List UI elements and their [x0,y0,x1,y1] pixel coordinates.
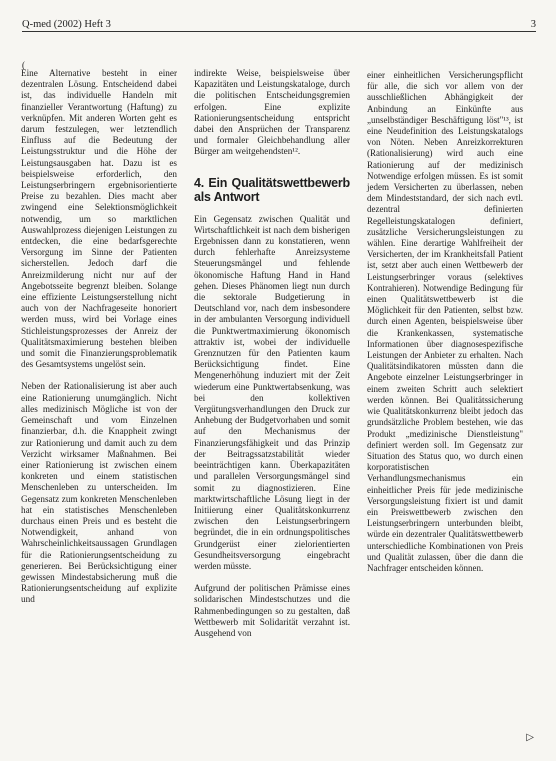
column-marker: ( [22,60,25,70]
paragraph: Ein Gegensatz zwischen Qualität und Wirtschaftlichkeit ist nach dem bisherigen Ergebnissen dann zu konstatieren, wenn durch fehlerhafte Anreizsysteme Steuerungsmängel und fehlende ökonomische Haftung Hand in Hand gehen. Dieses Phänomen liegt nun durch die sektorale Budgetierung in Deutschland vor, nach dem insbesondere in der ambulanten Versorgung individuell die Punktwertmaximierung ökonomisch attraktiv ist, wobei der individuelle Grenznutzen für den Patienten kaum Berücksichtigung findet. Eine Mengenerhöhung induziert mit der Zeit wiederum eine Punktwertabsenkung, was bei den kollektiven Vergütungsverhandlungen den Druck zur Anhebung der Budgetvorhaben und somit auf den Mechanismus der Finanzierungsfähigkeit und das Prinzip der Beitragssatzstabilität wieder beeinträchtigen kann. Überkapazitäten und parallelen Versorgungsmängel sind somit zu diagnostizieren. Eine marktwirtschaftliche Lösung liegt in der Initiierung einer Qualitätskonkurrenz zwischen den Leistungserbringern begründet, die in ein ordnungspolitisches Grundgerüst einer zielorientierten Gesundheitsversorgung eingebracht werden müsste. [194,213,350,571]
continuation-arrow-icon: ▷ [526,732,534,743]
header-rule [22,31,536,32]
journal-reference: Q-med (2002) Heft 3 [22,19,111,30]
paragraph: einer einheitlichen Versicherungspflicht für alle, die sich vor allem von der ausschließlichen Abhängigkeit der Anbindung an Einkünfte aus „unselbständiger Beschäftigung löst"¹³, ist eine Neudefinition des Leistungskatalogs von Nöten. Neben Anreizkorrekturen (Rationalisierung) wird auch eine Rationierung auf der medizinisch Notwendige erfolgen müssen. Es ist somit jedem Versicherten zu überlassen, neben dem Mindeststandard, der sich nach evtl. dezentral definierten Regelleistungskatalogen definiert, zusätzliche Versicherungsleistungen zu wählen. Eine derartige Wahlfreiheit der Versicherten, der im Krankheitsfall Patient ist, setzt aber auch einen Wettbewerb der Leistungserbringer voraus (selektives Kontrahieren). Notwendige Bedingung für einen Qualitätswettbewerb ist die Möglichkeit für den Patienten, selbst bzw. durch einen Agenten, beispielsweise über die Krankenkassen, systematische Informationen über diagnosespezifische Leistungen der Anbieter zu erhalten. Nach Qualitätsindikatoren müssten dann die Angebote einzelner Leistungserbringer in einem zweiten Schritt auch selektiert werden können. Bei Qualitätssicherung wie Qualitätskonkurrenz bleibt jedoch das grundsätzliche Problem bestehen, wie das Produkt „medizinische Dienstleistung" definiert werden soll. Im Gegensatz zur Situation des Status quo, wo durch einen korporatistischen Verhandlungsmechanismus ein einheitlicher Preis für jede medizinische Versorgungsleistung fixiert ist und damit ein Preiswettbewerb zwischen den Leistungserbringern unterbunden bleibt, würde ein dezentraler Qualitätswettbewerb unterschiedliche Kombinationen von Preis und Qualität zulassen, über die dann die Nachfrager entscheiden können. [367,70,523,573]
paragraph: Eine Alternative besteht in einer dezentralen Lösung. Entscheidend dabei ist, das individuelle Handeln mit finanzieller Verantwortung (Haftung) zu verknüpfen. Mit anderen Worten geht es darum festzulegen, wer letztendlich Einfluss auf die Bedeutung der Leistungsstruktur und die Höhe der Leistungsausgaben hat. Dazu ist es beispielsweise erforderlich, den Leistungserbringern ergebnisorientierte Preise zu bezahlen. Dies macht aber zwingend eine Selektionsmöglichkeit notwendig, um so marktlichen Auswahlprozess diejenigen Leistungen zu entdecken, die eine bedarfsgerechte Versorgung im Sinne der Patienten sicherstellen. Jedoch darf die Anreizmilderung nicht nur auf der Angebotsseite begrenzt bleiben. Solange eine effiziente Leistungserstellung nicht auch von der Nachfrageseite honoriert werden muss, wird bei Vorlage eines Stichleistungsprozesses der Anreiz der Qualitätsmaximierung bestehen bleiben und somit die Finanzierungsproblematik des Gesamtsystems ungelöst sein. [21,68,177,370]
paragraph: Aufgrund der politischen Prämisse eines solidarischen Mindestschutzes und die Rahmenbedingungen so zu gestalten, daß Wettbewerb mit Solidarität verzahnt ist. Ausgehend von [194,583,350,638]
paragraph: Neben der Rationalisierung ist aber auch eine Rationierung unumgänglich. Nicht alles medizinisch Mögliche ist von der Gemeinschaft und vom Einzelnen finanzierbar, d.h. die Knappheit zwingt zur Rationierung und damit auch zu dem Verzicht wirksamer Maßnahmen. Bei einer Rationierung ist zwischen einem konkreten und einem statistischen Menschenleben zu unterscheiden. Im Gegensatz zum konkreten Menschenleben hat ein statistisches Menschenleben durchaus einen Preis und es besteht die Notwendigkeit, anhand von Wahrscheinlichkeitsaussagen Grundlagen für die Rationierungsentscheidung zu generieren. Bei Berücksichtigung einer gewissen Mindestabsicherung muß die Rationierungsentscheidung auf explizite und [21,381,177,605]
text-column-1 [21,68,177,606]
text-column-2 [194,68,350,639]
text-column-3 [367,70,523,574]
page-header [22,14,536,30]
page-number: 3 [530,19,536,30]
paragraph: indirekte Weise, beispielsweise über Kapazitäten und Leistungskataloge, durch die politischen Entscheidungsgremien erfolgen. Eine explizite Rationierungsentscheidung entspricht dabei den Ansprüchen der Transparenz und formaler Gleichbehandlung aller Bürger am weitgehendsten¹². [194,68,350,157]
section-heading: 4. Ein Qualitätswettbewerb als Antwort [194,175,350,204]
